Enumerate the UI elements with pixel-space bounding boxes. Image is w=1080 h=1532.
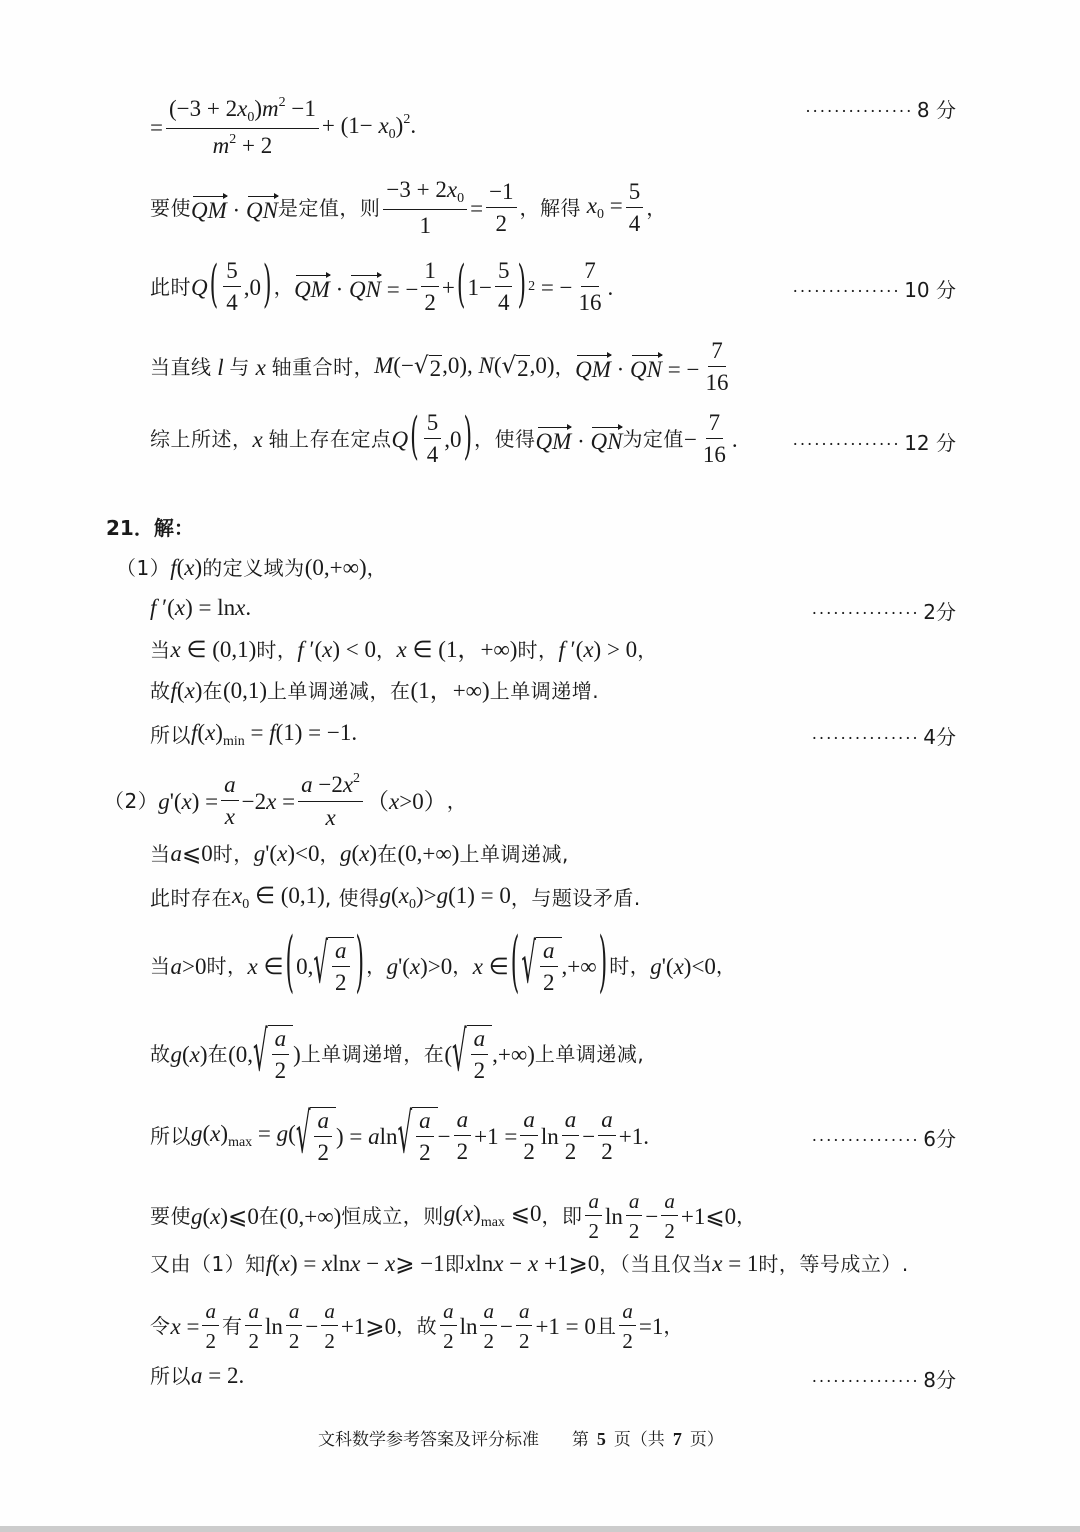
q20-line-q-point: 此时 Q ( $\frac{5}{4}$ ,0 ) ， QM · QN = − $\frac{1}{2}$ + ( 1− $\frac{5}{4}$ ) 2 = − $\frac{7}{16}$ .	[150, 257, 614, 315]
fraction: $\frac{5}{4}$	[626, 180, 644, 236]
q20-line-conclusion: 综上所述， x 轴上存在定点 Q ( $\frac{5}{4}$ ,0 ) ，使得 QM · QN 为定值 − $\frac{7}{16}$ .	[150, 409, 738, 467]
page-edge-band	[0, 1526, 1080, 1532]
q21-part2-a-nonpositive: 当 a⩽0 时， g'(x)<0 ， g(x) 在 (0,+∞) 上单调递减,	[150, 841, 569, 866]
score-12-points: ··············· 12 分	[792, 431, 956, 455]
fraction: $\frac{a}{2}$	[454, 1108, 472, 1164]
score-2-points: ··············· 2分	[811, 600, 956, 624]
q21-part2-monotonic: 故 g(x) 在 (0, √ $\frac{a}{2}$ ) 上单调递增，在 ( √ $\frac{a}{2}$ ,+∞) 上单调递减,	[150, 1021, 645, 1084]
fraction: $\frac{a}{2}$	[585, 1190, 602, 1242]
q20-line-x-axis-case: 当直线 l 与 x 轴重合时， M(− √ 2 ,0), N( √ 2 ,0) ， QM · QN = − $\frac{7}{16}$	[150, 336, 734, 398]
fraction: $\frac{a}{2}$	[471, 1027, 489, 1083]
fraction: $\frac{(-3 + 2x_0)m^2 -1}{m^2 + 2}$	[166, 96, 319, 159]
fraction: $\frac{5}{4}$	[223, 259, 241, 315]
fraction: $\frac{a}{2}$	[440, 1300, 457, 1352]
fraction: $\frac{1}{2}$	[421, 259, 439, 315]
fraction: $\frac{a}{2}$	[626, 1190, 643, 1242]
fraction: $\frac{a -2x^2}{x}$	[298, 772, 363, 829]
question-21-heading: 21．解：	[106, 516, 194, 540]
q20-line-fixed-value-condition: 要使 QM · QN 是定值，则 $\frac{-3 + 2x_0}{1}$ = $\frac{-1}{2}$ ，解得 $x_0$ = $\frac{5}{4}$ ，	[150, 176, 667, 239]
fraction: $\frac{a}{2}$	[562, 1108, 580, 1164]
fraction: $\frac{a}{2}$	[619, 1300, 636, 1352]
fraction: $\frac{a}{2}$	[272, 1027, 290, 1083]
score-8-points: ··············· 8 分	[804, 98, 956, 122]
fraction: $\frac{5}{4}$	[495, 259, 513, 315]
fraction: $\frac{7}{16}$	[702, 409, 726, 467]
q21-part1-minimum: 所以 $f(x)_{min} = f(1) = -1$.	[150, 720, 358, 749]
q21-part2-derivative: （2） g'(x) = $\frac{a}{x}$ −2x = $\frac{a -2x^2}{x}$ （x>0） ，	[104, 771, 468, 830]
q21-part2-maximum: 所以 $g(x)_{max} = g$( √ $\frac{a}{2}$ ) = aln √ $\frac{a}{2}$ − $\frac{a}{2}$ +1 = $\frac{a}{2}$ ln $\frac{a}{2}$ − $\frac{a}{2}$ +1.	[150, 1103, 649, 1166]
q21-part2-condition: 要使 g(x)⩽0 在 (0,+∞) 恒成立，则 $g(x)_{max}$ ⩽0 ，即 $\frac{a}{2}$ ln $\frac{a}{2}$ − $\frac{a}{2}$ +1⩽0 ，	[150, 1188, 757, 1243]
fraction: $\frac{a}{x}$	[221, 773, 239, 829]
score-8-points-final: ··············· 8分	[811, 1368, 956, 1392]
fraction: $\frac{a}{2}$	[416, 1109, 434, 1165]
fraction: $\frac{5}{4}$	[424, 411, 442, 467]
page-number: 5	[596, 1429, 606, 1449]
fraction: $\frac{a}{2}$	[321, 1300, 338, 1352]
q21-part2-answer: 所以 a = 2.	[150, 1363, 245, 1388]
fraction: $\frac{a}{2}$	[245, 1300, 262, 1352]
score-4-points: ··············· 4分	[811, 725, 956, 749]
fraction: $\frac{-3 + 2x_0}{1}$	[383, 178, 467, 239]
fraction: $\frac{a}{2}$	[314, 1109, 332, 1165]
score-10-points: ··············· 10 分	[792, 278, 956, 302]
q21-part2-substitution: 令 x = $\frac{a}{2}$ 有 $\frac{a}{2}$ ln $\frac{a}{2}$ − $\frac{a}{2}$ +1⩾0 ，故 $\frac{a}{2}$ ln $\frac{a}{2}$ − $\frac{a}{2}$ +1 = 0 且 $\frac{a}{2}$ =1 ，	[150, 1298, 684, 1353]
fraction: $\frac{a}{2}$	[540, 939, 558, 995]
q20-line-expression: = $\frac{(-3 + 2x_0)m^2 -1}{m^2 + 2}$ + $(1- x_0)^2$.	[150, 94, 417, 159]
q21-part1-sign: 当 x ∈ (0,1) 时， f ′(x) < 0 ， x ∈ (1，+∞) 时， f ′(x) > 0 ，	[150, 637, 658, 662]
fraction: $\frac{7}{16}$	[578, 257, 602, 315]
fraction: $\frac{a}{2}$	[520, 1108, 538, 1164]
fraction: $\frac{a}{2}$	[480, 1300, 497, 1352]
fraction: $\frac{a}{2}$	[202, 1300, 219, 1352]
total-pages: 7	[672, 1429, 682, 1449]
fraction: $\frac{a}{2}$	[332, 939, 350, 995]
score-6-points: ··············· 6分	[811, 1127, 956, 1151]
q21-part2-contradiction: 此时存在 $x_0$ ∈ (0,1) , 使得 $g(x_0)>g(1) = 0$ ，与题设矛盾.	[150, 883, 641, 912]
page-footer: 文科数学参考答案及评分标准 第 5 页（共 7 页）	[318, 1429, 724, 1450]
fraction: $\frac{-1}{2}$	[486, 180, 516, 236]
q21-part1-derivative: f ′(x) = lnx.	[150, 595, 252, 620]
q21-part1-monotonic: 故 f(x) 在 (0,1) 上单调递减，在 (1，+∞) 上单调递增.	[150, 678, 600, 703]
fraction: $\frac{a}{2}$	[598, 1108, 616, 1164]
q21-part1-domain: （1） f(x) 的定义域为 (0,+∞) ，	[116, 555, 388, 580]
q21-part2-inequality-from-part1: 又由（1）知 f(x) = xlnx − x⩾ −1 即 xlnx − x +1⩾0 ，（当且仅当 x = 1 时，等号成立）.	[150, 1251, 909, 1276]
fraction: $\frac{a}{2}$	[661, 1190, 678, 1242]
q21-part2-a-positive: 当 a>0 时， x ∈ ( 0, √ $\frac{a}{2}$ ) ， g'(x)>0 ， x ∈ ( √ $\frac{a}{2}$ ,+∞ ) 时， g'(x)<0 ，	[150, 927, 737, 1002]
fraction: $\frac{a}{2}$	[286, 1300, 303, 1352]
fraction: $\frac{7}{16}$	[705, 337, 729, 395]
fraction: $\frac{a}{2}$	[516, 1300, 533, 1352]
